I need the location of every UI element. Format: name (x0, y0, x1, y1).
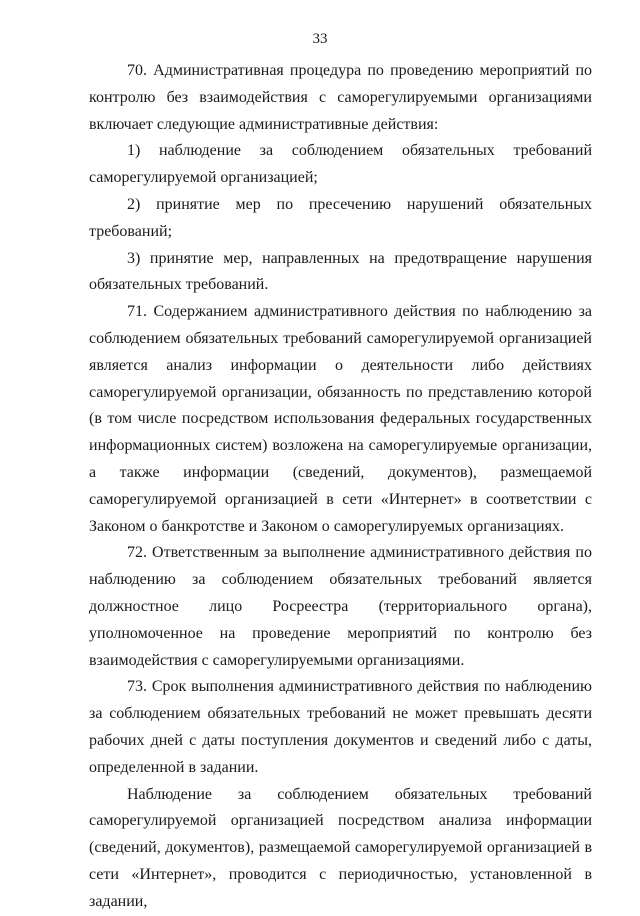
paragraph-71: 71. Содержанием административного действия по наблюдению за соблюдением обязательных требований саморегулируемой организацией является анализ информации о деятельности либо действиях саморегулируемой организации, обязанность по представлению которой (в том числе посредством использования федеральных государственных информационных систем) возложена на саморегулируемые организации, а также информации (сведений, документов), размещаемой саморегулируемой организацией в сети «Интернет» в соответствии с Законом о банкротстве и Законом о саморегулируемых организациях. (89, 303, 592, 535)
paragraph-73-continuation: Наблюдение за соблюдением обязательных требований саморегулируемой организацией посредством анализа информации (сведений, документов), размещаемой саморегулируемой организацией в сети «Интернет», проводится с периодичностью, установленной в задании, (89, 785, 592, 910)
paragraph-70: 70. Административная процедура по проведению мероприятий по контролю без взаимодействия с саморегулируемыми организациями включает следующие административные действия: (89, 62, 592, 133)
document-body (89, 58, 592, 916)
paragraph-72: 72. Ответственным за выполнение административного действия по наблюдению за соблюдением обязательных требований является должностное лицо Росреестра (территориального органа), уполномоченное на проведение мероприятий по контролю без взаимодействия с саморегулируемыми организациями. (89, 544, 592, 669)
page-number: 33 (312, 31, 328, 47)
paragraph-73: 73. Срок выполнения административного действия по наблюдению за соблюдением обязательных требований не может превышать десяти рабочих дней с даты поступления документов и сведений либо с даты, определенной в задании. (89, 678, 592, 776)
paragraph-70-item-3: 3) принятие мер, направленных на предотвращение нарушения обязательных требований. (89, 249, 592, 294)
paragraph-70-item-1: 1) наблюдение за соблюдением обязательных требований саморегулируемой организацией; (89, 142, 592, 187)
paragraph-70-item-2: 2) принятие мер по пресечению нарушений обязательных требований; (89, 195, 592, 240)
